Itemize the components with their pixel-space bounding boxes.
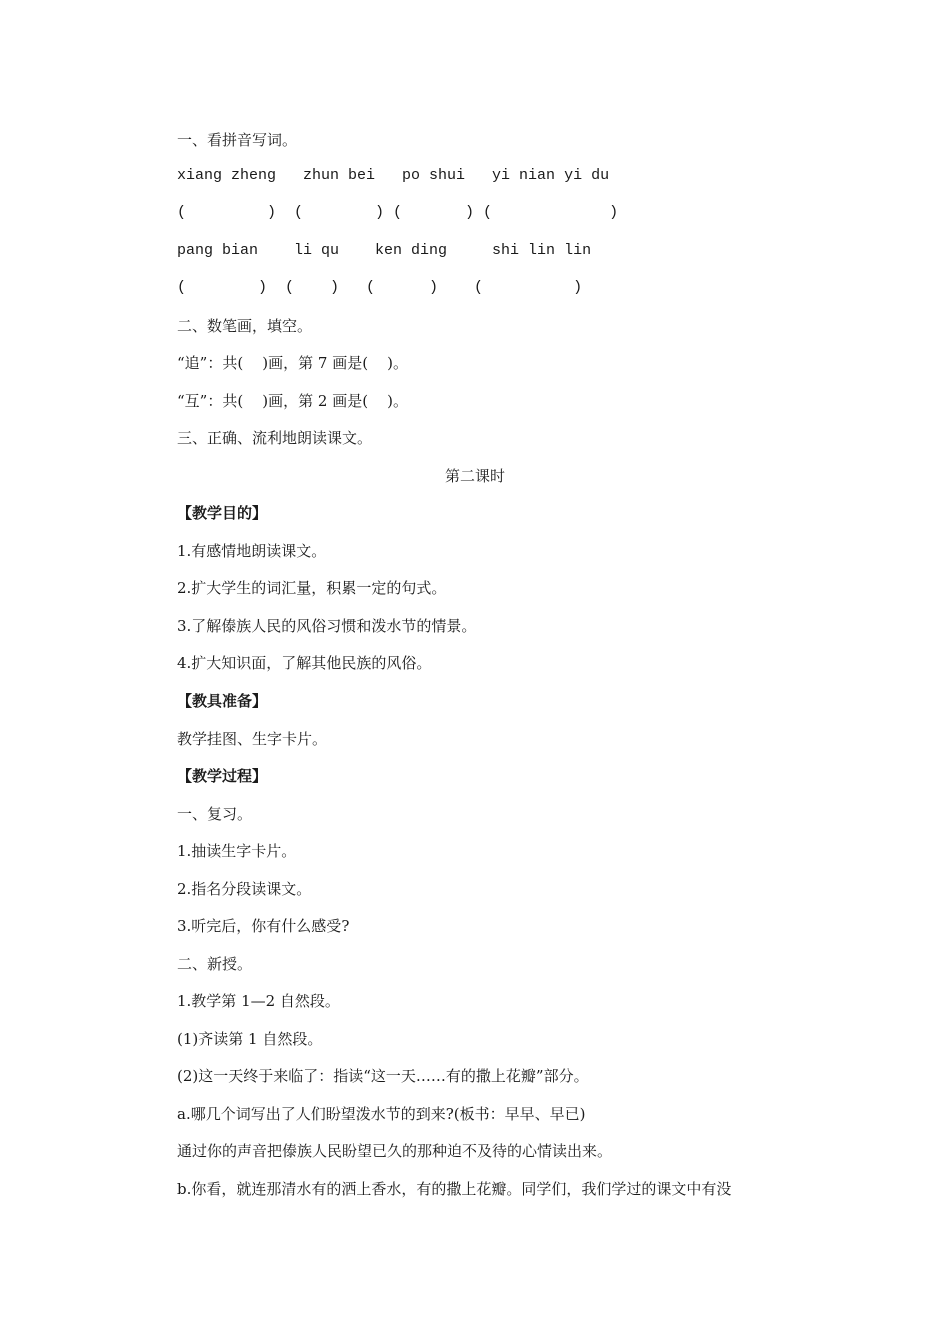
pinyin-row-2: pang bian li qu ken ding shi lin lin: [177, 242, 592, 259]
goal-item-2: 2.扩大学生的词汇量，积累一定的句式。: [177, 579, 447, 597]
process-review-heading: 一、复习。: [177, 805, 253, 823]
teaching-aids-text: 教学挂图、生字卡片。: [177, 730, 328, 748]
question-b: b.你看，就连那清水有的洒上香水，有的撒上花瓣。同学们，我们学过的课文中有没: [177, 1180, 732, 1198]
heading-teaching-goals: 【教学目的】: [177, 504, 268, 522]
pinyin-row-1: xiang zheng zhun bei po shui yi nian yi du: [177, 167, 610, 184]
heading-teaching-aids: 【教具准备】: [177, 692, 268, 710]
blank-row-1: ( ) ( ) ( ) ( ): [177, 204, 619, 221]
review-item-2: 2.指名分段读课文。: [177, 880, 312, 898]
goal-item-3: 3.了解傣族人民的风俗习惯和泼水节的情景。: [177, 617, 477, 635]
stroke-question-zhui: “追”：共( )画，第 7 画是( )。: [177, 354, 408, 372]
question-a: a.哪几个词写出了人们盼望泼水节的到来?(板书：早早、早已): [177, 1105, 586, 1123]
question-a-followup: 通过你的声音把傣族人民盼望已久的那种迫不及待的心情读出来。: [177, 1142, 613, 1160]
lesson-title: 第二课时: [444, 467, 505, 485]
heading-teaching-process: 【教学过程】: [177, 767, 268, 785]
goal-item-1: 1.有感情地朗读课文。: [177, 542, 327, 560]
new-subitem-2: (2)这一天终于来临了：指读“这一天……有的撒上花瓣”部分。: [177, 1067, 589, 1085]
section-heading-reading: 三、正确、流利地朗读课文。: [177, 429, 373, 447]
blank-row-2: ( ) ( ) ( ) ( ): [177, 279, 583, 296]
section-heading-strokes: 二、数笔画，填空。: [177, 317, 313, 335]
new-subitem-1: (1)齐读第 1 自然段。: [177, 1030, 323, 1048]
review-item-3: 3.听完后，你有什么感受?: [177, 917, 350, 935]
review-item-1: 1.抽读生字卡片。: [177, 842, 297, 860]
new-item-1: 1.教学第 1—2 自然段。: [177, 992, 340, 1010]
goal-item-4: 4.扩大知识面，了解其他民族的风俗。: [177, 654, 432, 672]
stroke-question-hu: “互”：共( )画，第 2 画是( )。: [177, 392, 408, 410]
section-heading-pinyin: 一、看拼音写词。: [177, 131, 298, 149]
process-new-heading: 二、新授。: [177, 955, 253, 973]
